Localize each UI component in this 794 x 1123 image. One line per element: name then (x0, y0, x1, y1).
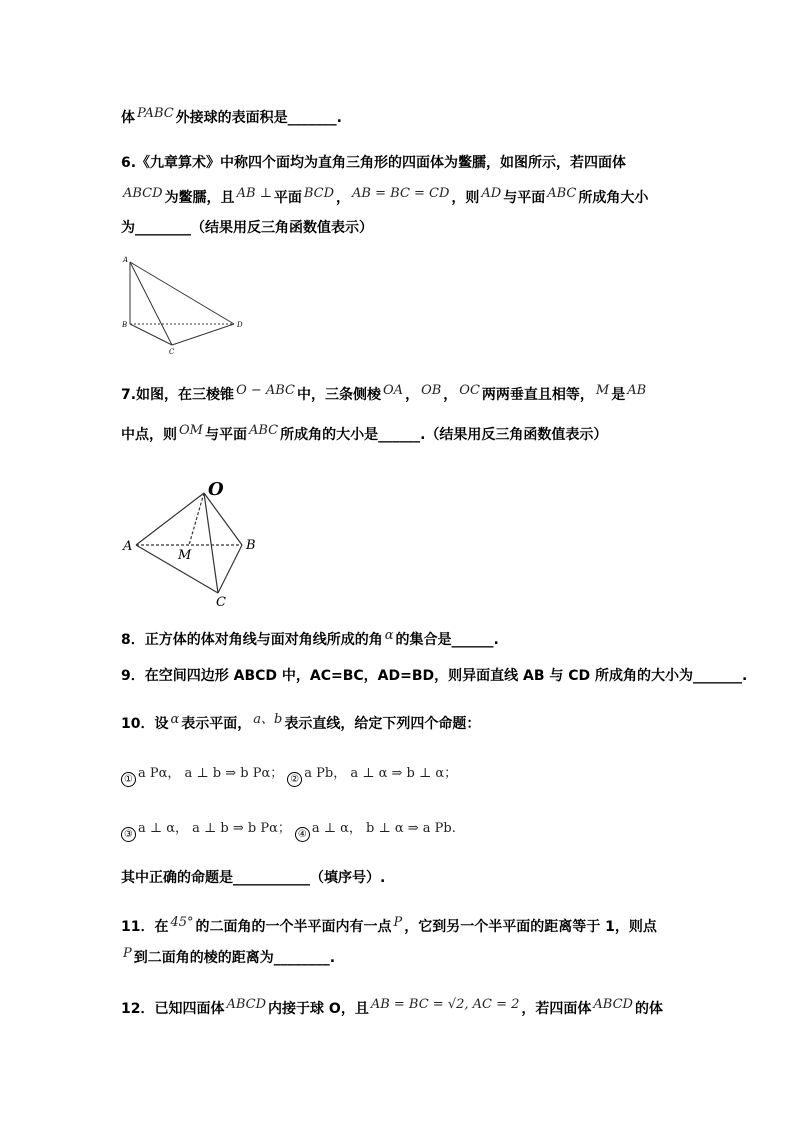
text: 表示平面， (181, 716, 252, 732)
text: 中，三条侧棱 (297, 387, 382, 403)
text: 6.《九章算术》中称四个面均为直角三角形的四面体为鳖臑，如图所示，若四面体 (121, 155, 627, 171)
label-o: O (208, 479, 224, 500)
math-expr: AB ⊥ (236, 186, 272, 201)
figure-tetrahedron-1 (112, 250, 262, 360)
label-c: C (216, 595, 226, 610)
math-expr: OA (383, 383, 404, 398)
label-b: B (122, 321, 128, 329)
q6-line-3 (121, 218, 373, 238)
text: ，它到另一个半平面的距离等于 1，则点 (404, 919, 657, 935)
label-c: C (169, 348, 175, 356)
math-expr: α (170, 712, 180, 727)
text: 为________（结果用反三角函数值表示） (121, 220, 373, 236)
text: 到二面角的棱的距离为________. (133, 950, 336, 966)
q6-line-2 (121, 188, 648, 209)
text: 9．在空间四边形 ABCD 中，AC=BC，AD=BD，则异面直线 AB 与 CD 所成角的大小为_______. (121, 668, 748, 684)
circled-number: ① (121, 772, 136, 787)
q12-line-1 (121, 999, 663, 1020)
text: 12．已知四面体 (121, 1001, 225, 1017)
math-expr: ABCD (226, 997, 267, 1012)
math-expr: AD (481, 186, 502, 201)
text: 与平面 (503, 190, 546, 206)
text: 7.如图，在三棱锥 (121, 387, 235, 403)
math-expr: OM (179, 423, 203, 438)
edge-ac (136, 545, 218, 593)
math-expr: 45° (170, 915, 194, 930)
math-expr: ABCD (123, 186, 163, 201)
math-expr: BCD (303, 186, 335, 201)
text: 两两垂直且相等， (481, 387, 594, 403)
text: 其中正确的命题是___________（填序号）. (121, 870, 386, 886)
proposition-1: a Pα， a ⊥ b ⇒ b Pα； (138, 766, 284, 781)
proposition-4: a ⊥ α， b ⊥ α ⇒ a Pb. (311, 821, 456, 836)
text: 体 (121, 110, 135, 126)
text: 与平面 (204, 427, 247, 443)
text: 内接于球 O，且 (268, 1001, 369, 1017)
math-expr: O − ABC (236, 383, 296, 398)
edge-bc (218, 545, 242, 593)
edge-om-hidden (189, 493, 204, 545)
math-expr: OC (459, 383, 480, 398)
q10-answer-line (121, 868, 385, 888)
text: 中点，则 (121, 427, 177, 443)
text: ，则 (451, 190, 480, 206)
text: 外接球的表面积是_______. (175, 110, 343, 126)
text: 的体 (634, 1001, 663, 1017)
circled-number: ③ (121, 827, 136, 842)
figure-pyramid-2 (118, 475, 278, 610)
circled-number: ④ (295, 827, 310, 842)
math-expr: ABC (547, 186, 577, 201)
q9-line (121, 666, 747, 686)
q6-line-1 (121, 153, 626, 173)
proposition-2: a Pb， a ⊥ α ⇒ b ⊥ α； (304, 766, 458, 781)
math-expr: AB = BC = CD (352, 186, 450, 201)
label-d: D (237, 321, 243, 329)
proposition-3: a ⊥ α， a ⊥ b ⇒ b Pα； (138, 821, 291, 836)
text: 平面 (273, 190, 302, 206)
text: 所成角大小 (578, 190, 649, 206)
label-b: B (246, 538, 256, 553)
label-m: M (178, 548, 192, 563)
text: 表示直线，给定下列四个命题： (284, 716, 481, 732)
edge-bc (130, 324, 172, 345)
label-a: A (123, 539, 133, 554)
q10-props-row-2 (121, 820, 456, 841)
edge-oa (136, 493, 204, 545)
text: ， (443, 387, 458, 403)
q11-line-2 (121, 948, 335, 969)
text: 的集合是______. (395, 632, 499, 648)
math-expr: AB (627, 383, 647, 398)
text: 11．在 (121, 919, 169, 935)
math-expr: ABC (248, 423, 279, 438)
text: 8．正方体的体对角线与面对角线所成的角 (121, 632, 383, 648)
text: 所成角的大小是______.（结果用反三角函数值表示） (280, 427, 608, 443)
text: ， (336, 190, 351, 206)
q11-line-1 (121, 917, 657, 938)
q10-line-1 (121, 714, 480, 735)
edge-oc (204, 493, 218, 593)
text: 为鳖臑，且 (164, 190, 235, 206)
edge-cd (172, 324, 234, 345)
math-expr: P (393, 915, 403, 930)
text: ， (405, 387, 420, 403)
text: ，若四面体 (521, 1001, 592, 1017)
q10-props-row-1 (121, 765, 457, 786)
math-expr: M (595, 383, 610, 398)
q7-line-1 (121, 385, 648, 406)
q8-line (121, 630, 499, 651)
math-expr: OB (421, 383, 442, 398)
q7-line-2 (121, 425, 607, 446)
math-expr: α (384, 628, 394, 643)
text: 10．设 (121, 716, 169, 732)
math-expr: P (123, 946, 132, 961)
q5-line (121, 108, 342, 129)
math-expr: ABCD (593, 997, 633, 1012)
math-expr: AB = BC = √2, AC = 2 (370, 997, 520, 1012)
circled-number: ② (287, 772, 302, 787)
text: 的二面角的一个半平面内有一点 (195, 919, 392, 935)
math-expr: a、b (253, 712, 283, 727)
math-expr: PABC (137, 106, 174, 121)
text: 是 (611, 387, 626, 403)
label-a: A (123, 256, 129, 264)
